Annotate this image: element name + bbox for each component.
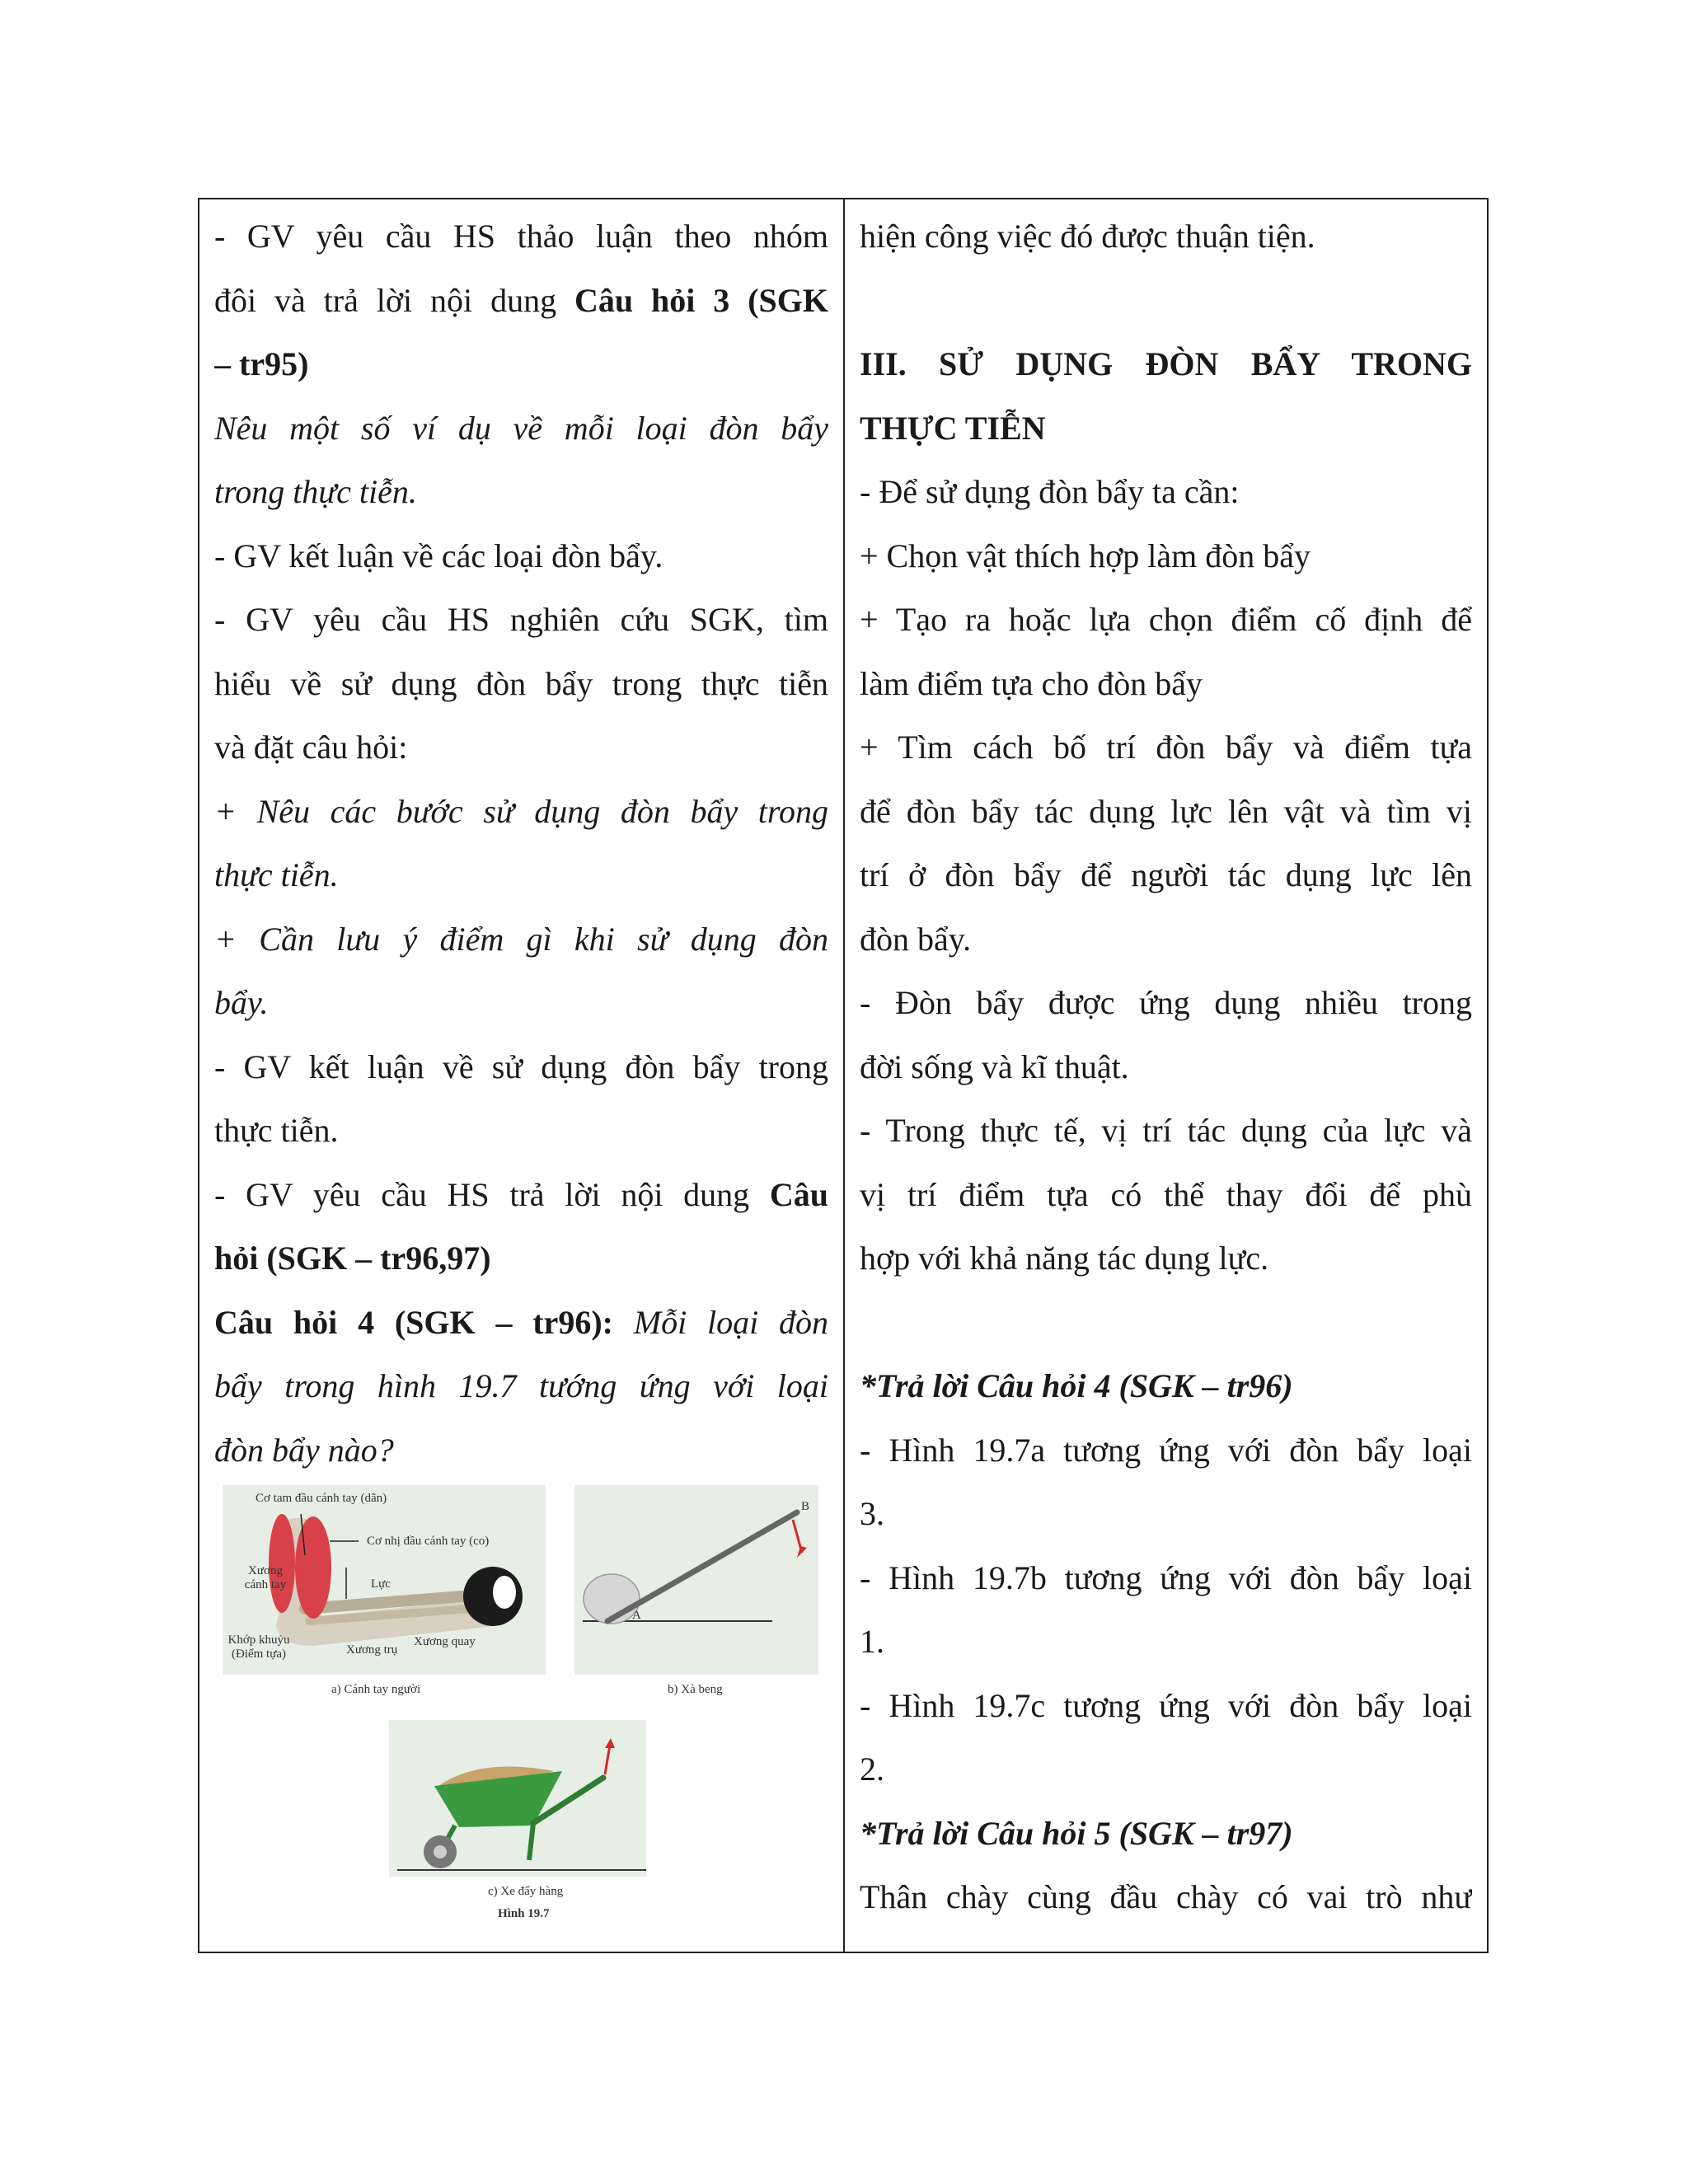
- section-heading: THỰC TIỄN: [860, 409, 1046, 447]
- figure-c-wheelbarrow: [389, 1720, 646, 1877]
- right-line: đời sống và kĩ thuật.: [860, 1047, 1129, 1085]
- right-line: 3.: [860, 1495, 884, 1532]
- figure-a-arm: [223, 1485, 546, 1675]
- right-line: + Tìm cách bố trí đòn bẩy và điểm tựa: [860, 729, 1472, 766]
- right-column: [845, 199, 1487, 1952]
- left-line: đòn bẩy nào?: [214, 1431, 394, 1469]
- left-column: [199, 199, 845, 1952]
- label-triceps: Cơ tam đầu cánh tay (dãn): [256, 1492, 387, 1505]
- blank-line: [860, 269, 1472, 333]
- left-line: [214, 269, 828, 333]
- right-line: + Tạo ra hoặc lựa chọn điểm cố định để: [860, 601, 1472, 638]
- left-bold-text: Câu: [769, 1175, 828, 1213]
- right-line: - Để sử dụng đòn bẩy ta cần:: [860, 473, 1240, 510]
- right-line: trí ở đòn bẩy để người tác dụng lực lên: [860, 856, 1472, 893]
- right-line: đòn bẩy.: [860, 920, 972, 958]
- caption-b: b) Xà beng: [668, 1683, 723, 1696]
- left-line: + Nêu các bước sử dụng đòn bẩy trong: [214, 792, 828, 830]
- caption-a: a) Cánh tay người: [331, 1683, 421, 1696]
- left-bold-text: Câu hỏi 3 (SGK: [574, 281, 828, 319]
- right-line: + Chọn vật thích hợp làm đòn bẩy: [860, 537, 1311, 574]
- point-b-label: B: [801, 1500, 810, 1513]
- left-line: - GV kết luận về sử dụng đòn bẩy trong: [214, 1047, 828, 1085]
- answer-heading: *Trả lời Câu hỏi 5 (SGK – tr97): [860, 1814, 1293, 1852]
- point-a-label: A: [632, 1609, 641, 1622]
- label-radius: Xương quay: [414, 1635, 476, 1648]
- label-force: Lực: [371, 1577, 391, 1591]
- right-line: - Hình 19.7b tương ứng với đòn bẩy loại: [860, 1558, 1472, 1596]
- figure-b-crowbar: [574, 1485, 818, 1675]
- left-line: thực tiễn.: [214, 856, 339, 893]
- left-line: - GV kết luận về các loại đòn bẩy.: [214, 537, 663, 574]
- wheelbarrow-illustration: [389, 1720, 646, 1877]
- left-line: thực tiễn.: [214, 1112, 339, 1149]
- content-table: [198, 198, 1489, 1953]
- left-line: [214, 1291, 828, 1355]
- right-line: - Trong thực tế, vị trí tác dụng của lực và: [860, 1112, 1472, 1149]
- left-line: – tr95): [214, 345, 309, 382]
- label-elbow: Khớp khuỷu (Điểm tựa): [227, 1633, 290, 1661]
- right-line: Thân chày cùng đầu chày có vai trò như: [860, 1878, 1472, 1915]
- blank-line: [860, 1291, 1472, 1355]
- left-line: trong thực tiễn.: [214, 473, 417, 510]
- left-line: bẩy.: [214, 984, 269, 1021]
- left-line: và đặt câu hỏi:: [214, 729, 408, 766]
- left-line: - GV yêu cầu HS nghiên cứu SGK, tìm: [214, 601, 828, 638]
- left-line: + Cần lưu ý điểm gì khi sử dụng đòn: [214, 920, 828, 958]
- answer-heading: *Trả lời Câu hỏi 4 (SGK – tr96): [860, 1367, 1293, 1404]
- right-line: - Hình 19.7c tương ứng với đòn bẩy loại: [860, 1686, 1472, 1724]
- label-humerus: Xương cánh tay: [244, 1564, 287, 1591]
- right-line: vị trí điểm tựa có thể thay đổi để phù: [860, 1175, 1472, 1213]
- left-italic-text: Mỗi loại đòn: [612, 1303, 828, 1341]
- right-line: 2.: [860, 1750, 884, 1788]
- left-line: [214, 1163, 828, 1227]
- left-line: Nêu một số ví dụ về mỗi loại đòn bẩy: [214, 409, 828, 447]
- left-line: bẩy trong hình 19.7 tướng ứng với loại: [214, 1367, 828, 1404]
- left-text: đôi và trả lời nội dung: [214, 281, 574, 319]
- right-line: 1.: [860, 1623, 884, 1660]
- left-line: hỏi (SGK – tr96,97): [214, 1240, 491, 1277]
- figure-title: Hình 19.7: [498, 1907, 550, 1920]
- caption-c: c) Xe đẩy hàng: [488, 1885, 564, 1898]
- label-biceps: Cơ nhị đầu cánh tay (co): [367, 1535, 490, 1548]
- left-line: - GV yêu cầu HS thảo luận theo nhóm: [214, 218, 828, 255]
- section-heading: III. SỬ DỤNG ĐÒN BẨY TRONG: [860, 345, 1472, 382]
- right-line: để đòn bẩy tác dụng lực lên vật và tìm vị: [860, 792, 1472, 830]
- left-text: - GV yêu cầu HS trả lời nội dung: [214, 1175, 770, 1213]
- label-ulna: Xương trụ: [346, 1643, 398, 1657]
- right-line: hợp với khả năng tác dụng lực.: [860, 1240, 1269, 1277]
- right-line: hiện công việc đó được thuận tiện.: [860, 218, 1315, 255]
- right-line: - Hình 19.7a tương ứng với đòn bẩy loại: [860, 1431, 1472, 1469]
- question-4-label: Câu hỏi 4 (SGK – tr96):: [214, 1303, 613, 1341]
- right-line: làm điểm tựa cho đòn bẩy: [860, 664, 1203, 702]
- crowbar-illustration: [574, 1485, 818, 1675]
- right-line: - Đòn bẩy được ứng dụng nhiều trong: [860, 984, 1472, 1021]
- left-line: hiểu về sử dụng đòn bẩy trong thực tiễn: [214, 664, 828, 702]
